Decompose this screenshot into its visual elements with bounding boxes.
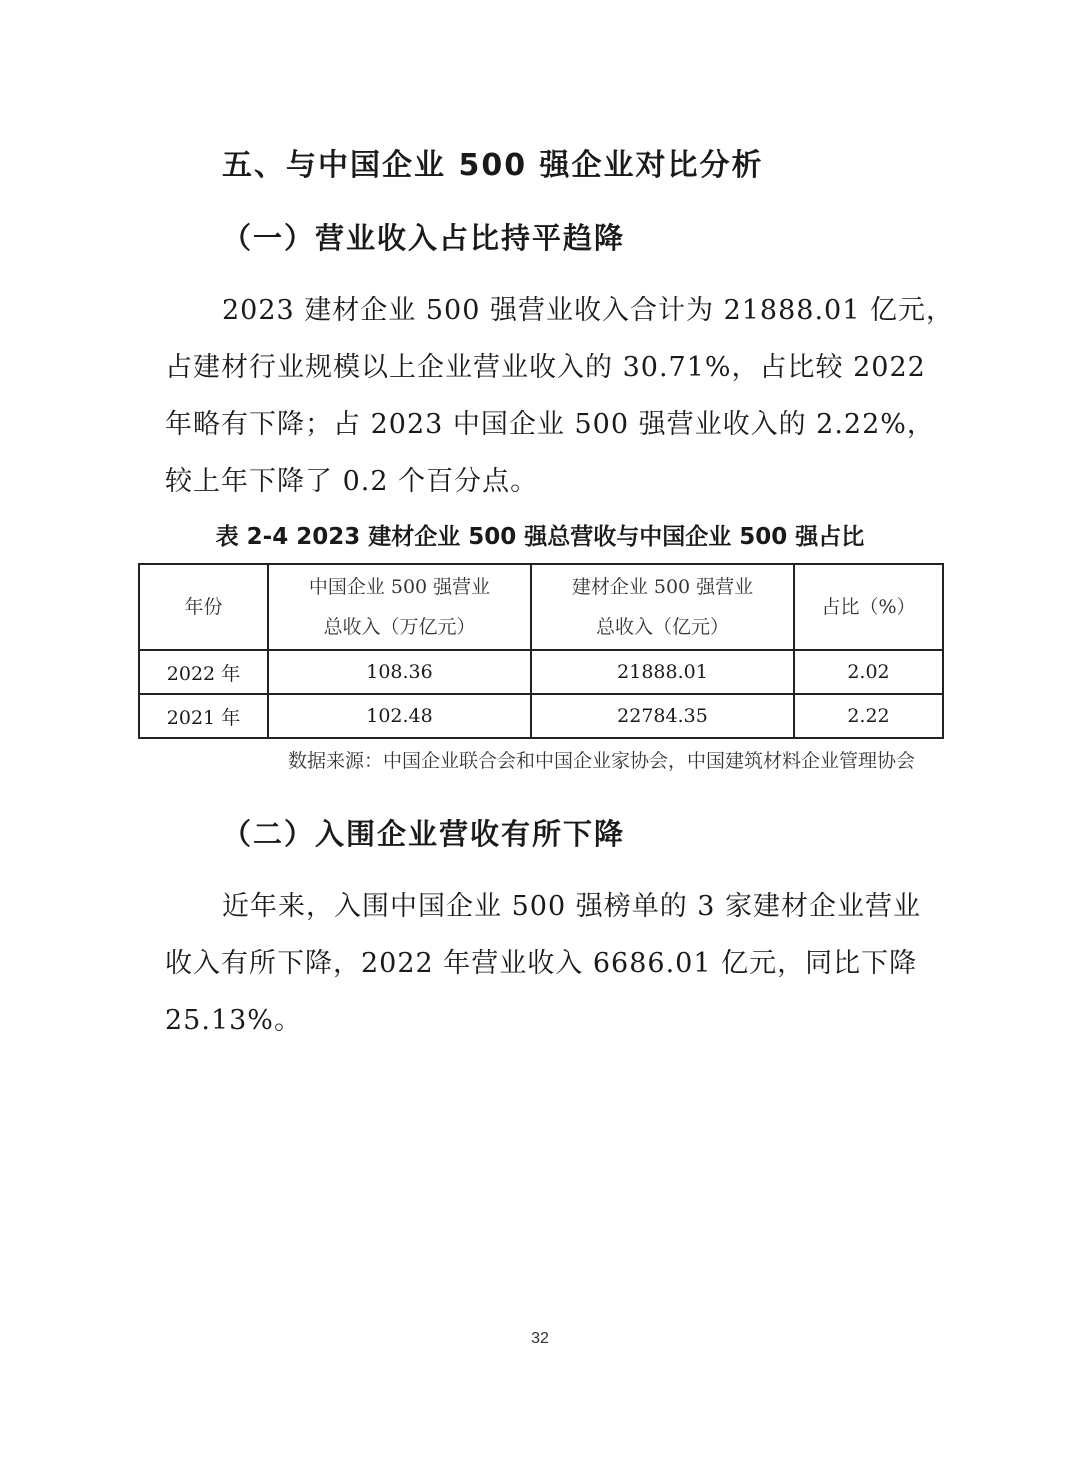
paragraph-line: 占建材行业规模以上企业营业收入的 30.71%，占比较 2022 xyxy=(165,352,926,383)
section-heading: 五、与中国企业 500 强企业对比分析 xyxy=(222,148,764,183)
paragraph-line: 较上年下降了 0.2 个百分点。 xyxy=(165,466,539,497)
cell-share: 2.22 xyxy=(794,694,943,738)
header-line: 中国企业 500 强营业 xyxy=(308,576,491,598)
cell-share: 2.02 xyxy=(794,650,943,694)
subsection-heading-1: （一）营业收入占比持平趋降 xyxy=(222,221,626,255)
paragraph-1 xyxy=(165,282,954,510)
subsection-heading-2: （二）入围企业营收有所下降 xyxy=(222,817,626,851)
cell-year: 2021 年 xyxy=(139,694,268,738)
paragraph-line: 近年来，入围中国企业 500 强榜单的 3 家建材企业营业 xyxy=(222,891,922,922)
table-row xyxy=(139,694,943,738)
header-building-materials-revenue xyxy=(531,564,794,650)
header-share-label: 占比（%） xyxy=(821,596,916,618)
header-line: 建材企业 500 强营业 xyxy=(571,576,754,598)
cell-year: 2022 年 xyxy=(139,650,268,694)
table-caption: 表 2-4 2023 建材企业 500 强总营收与中国企业 500 强占比 xyxy=(215,524,865,550)
header-year xyxy=(139,564,268,650)
data-table xyxy=(138,563,944,739)
paragraph-line: 25.13%。 xyxy=(165,1005,302,1036)
cell-china-500-revenue: 102.48 xyxy=(268,694,531,738)
cell-china-500-revenue: 108.36 xyxy=(268,650,531,694)
table-source-note: 数据来源：中国企业联合会和中国企业家协会，中国建筑材料企业管理协会 xyxy=(287,750,915,772)
header-share xyxy=(794,564,943,650)
paragraph-line: 收入有所下降，2022 年营业收入 6686.01 亿元，同比下降 xyxy=(165,948,918,979)
header-line: 总收入（亿元） xyxy=(595,616,729,638)
header-year-label: 年份 xyxy=(184,596,223,618)
paragraph-line: 年略有下降；占 2023 中国企业 500 强营业收入的 2.22%， xyxy=(165,409,935,440)
page-number: 32 xyxy=(531,1330,549,1347)
table-row xyxy=(139,650,943,694)
paragraph-line: 2023 建材企业 500 强营业收入合计为 21888.01 亿元， xyxy=(222,295,954,326)
paragraph-2 xyxy=(165,878,922,1049)
table-header-row xyxy=(139,564,943,650)
cell-building-materials-revenue: 21888.01 xyxy=(531,650,794,694)
header-china-500-revenue xyxy=(268,564,531,650)
header-line: 总收入（万亿元） xyxy=(323,616,476,638)
cell-building-materials-revenue: 22784.35 xyxy=(531,694,794,738)
